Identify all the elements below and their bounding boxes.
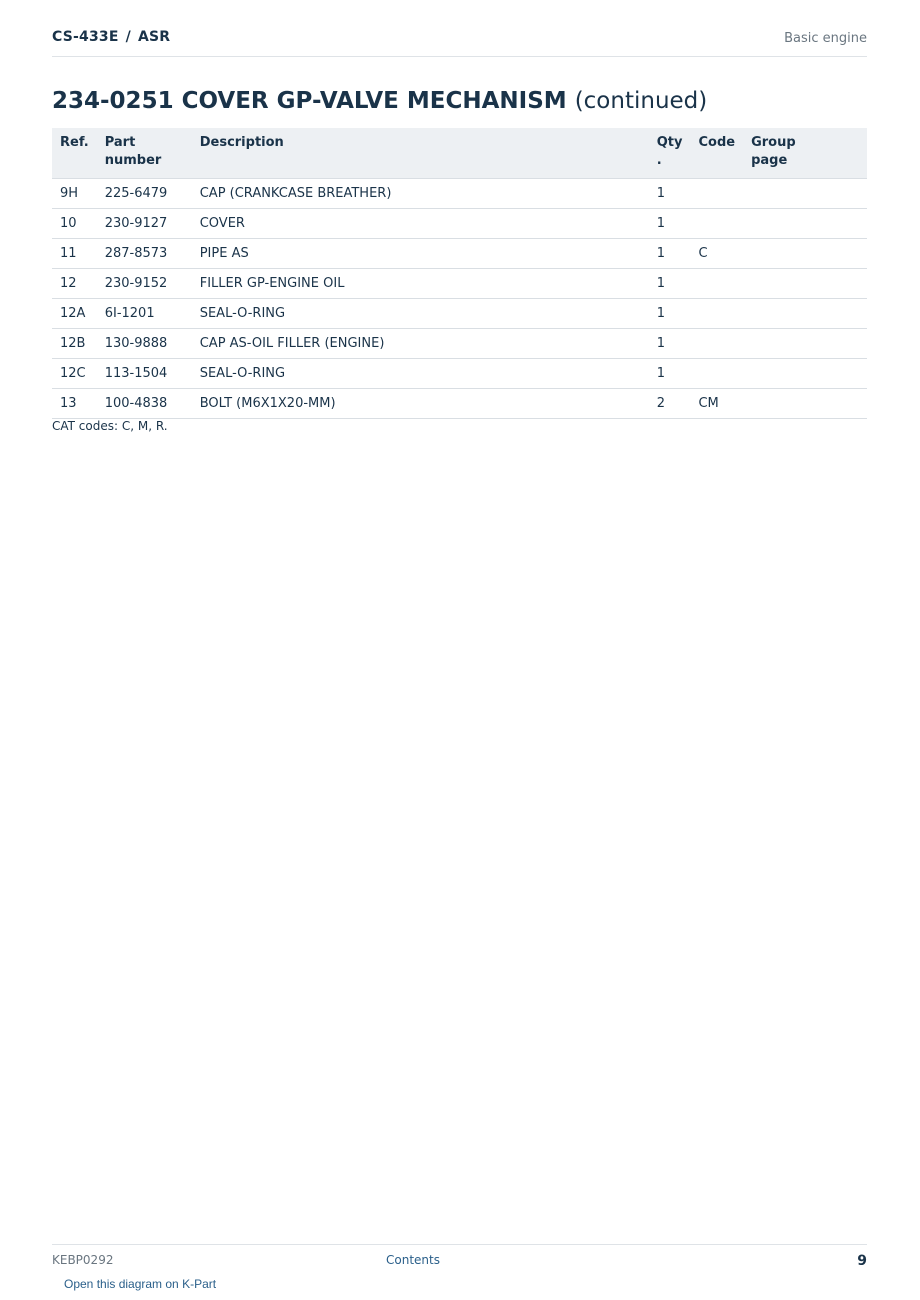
cell-part-number: 225-6479 xyxy=(97,179,192,209)
cell-code xyxy=(690,179,743,209)
cell-group-page xyxy=(743,389,867,419)
model-label: CS-433E xyxy=(52,29,119,45)
table-row xyxy=(52,329,867,359)
cell-part-number: 230-9127 xyxy=(97,209,192,239)
cell-group-page xyxy=(743,359,867,389)
cell-description: COVER xyxy=(192,209,649,239)
cell-qty: 1 xyxy=(649,299,691,329)
cell-part-number: 230-9152 xyxy=(97,269,192,299)
table-row xyxy=(52,179,867,209)
cell-description: FILLER GP-ENGINE OIL xyxy=(192,269,649,299)
document-id: KEBP0292 xyxy=(52,1253,114,1267)
cell-description: CAP (CRANKCASE BREATHER) xyxy=(192,179,649,209)
cell-ref: 9H xyxy=(52,179,97,209)
cell-qty: 2 xyxy=(649,389,691,419)
cell-ref: 12A xyxy=(52,299,97,329)
cell-description: PIPE AS xyxy=(192,239,649,269)
footer-rule xyxy=(52,1244,867,1245)
page-title xyxy=(52,88,707,114)
cell-group-page xyxy=(743,299,867,329)
cell-ref: 11 xyxy=(52,239,97,269)
table-row xyxy=(52,389,867,419)
cell-qty: 1 xyxy=(649,239,691,269)
cell-qty: 1 xyxy=(649,329,691,359)
cell-qty: 1 xyxy=(649,269,691,299)
table-row xyxy=(52,299,867,329)
column-header-code: Code xyxy=(698,135,736,150)
cat-codes-note: CAT codes: C, M, R. xyxy=(52,419,168,433)
cell-group-page xyxy=(743,329,867,359)
breadcrumb-separator: / xyxy=(125,29,131,45)
open-kpart-link[interactable]: Open this diagram on K-Part xyxy=(64,1277,217,1291)
cell-group-page xyxy=(743,239,867,269)
column-header-part-number: Part number xyxy=(104,135,162,168)
cell-description: SEAL-O-RING xyxy=(192,359,649,389)
table-row xyxy=(52,209,867,239)
cell-description: SEAL-O-RING xyxy=(192,299,649,329)
cell-code: CM xyxy=(690,389,743,419)
cell-ref: 12C xyxy=(52,359,97,389)
cell-qty: 1 xyxy=(649,179,691,209)
page-number: 9 xyxy=(857,1253,867,1269)
cell-ref: 12B xyxy=(52,329,97,359)
cell-group-page xyxy=(743,209,867,239)
serial-label: ASR xyxy=(137,29,171,45)
table-row xyxy=(52,359,867,389)
cell-code xyxy=(690,209,743,239)
cell-part-number: 113-1504 xyxy=(97,359,192,389)
cell-ref: 12 xyxy=(52,269,97,299)
table-row xyxy=(52,239,867,269)
cell-part-number: 100-4838 xyxy=(97,389,192,419)
cell-qty: 1 xyxy=(649,209,691,239)
cell-code xyxy=(690,329,743,359)
section-name: Basic engine xyxy=(784,31,867,46)
cell-code: C xyxy=(690,239,743,269)
column-header-qty: Qty . xyxy=(656,135,683,168)
column-header-group-page: Group page xyxy=(751,135,796,168)
cell-description: CAP AS-OIL FILLER (ENGINE) xyxy=(192,329,649,359)
title-suffix: (continued) xyxy=(574,88,708,114)
table-row xyxy=(52,269,867,299)
cell-part-number: 130-9888 xyxy=(97,329,192,359)
breadcrumb xyxy=(52,29,170,45)
cell-code xyxy=(690,359,743,389)
cell-qty: 1 xyxy=(649,359,691,389)
cell-code xyxy=(690,299,743,329)
cell-group-page xyxy=(743,269,867,299)
page-header xyxy=(52,0,867,57)
cell-group-page xyxy=(743,179,867,209)
contents-link[interactable]: Contents xyxy=(386,1253,440,1267)
cell-ref: 13 xyxy=(52,389,97,419)
cell-part-number: 6I-1201 xyxy=(97,299,192,329)
cell-ref: 10 xyxy=(52,209,97,239)
cell-code xyxy=(690,269,743,299)
table-header-row xyxy=(52,128,867,179)
column-header-description: Description xyxy=(199,135,284,150)
cell-part-number: 287-8573 xyxy=(97,239,192,269)
column-header-ref: Ref. xyxy=(60,135,89,150)
parts-table xyxy=(52,128,867,419)
cell-description: BOLT (M6X1X20-MM) xyxy=(192,389,649,419)
title-main: 234-0251 COVER GP-VALVE MECHANISM xyxy=(52,88,567,114)
